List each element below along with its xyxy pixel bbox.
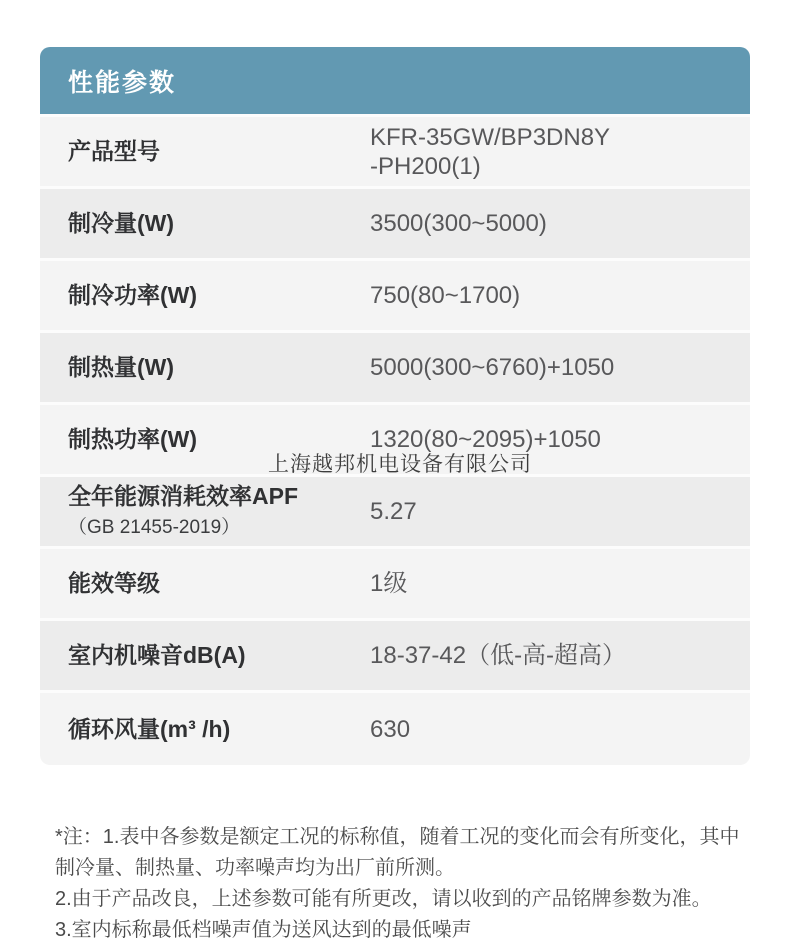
table-row-energy-grade: [40, 549, 750, 621]
row-value: 1级: [370, 570, 408, 597]
row-value: 750(80~1700): [370, 282, 521, 309]
table-row-indoor-noise: [40, 621, 750, 693]
table-header: [40, 47, 750, 117]
table-row-air-circulation: [40, 693, 750, 765]
table-row-product-model: [40, 117, 750, 189]
row-label: [40, 483, 370, 541]
row-value: 5.27: [370, 498, 417, 525]
footnotes: [55, 822, 755, 946]
row-value: 1320(80~2095)+1050: [370, 426, 601, 453]
row-label: 室内机噪音dB(A): [68, 642, 246, 668]
row-value: 3500(300~5000): [370, 210, 547, 237]
row-value: 5000(300~6760)+1050: [370, 354, 615, 381]
row-label: 制冷量(W): [68, 210, 175, 236]
note-line-2: 2.由于产品改良，上述参数可能有所更改，请以收到的产品铭牌参数为准。: [55, 888, 712, 910]
table-rows: [40, 117, 750, 765]
row-value: [370, 123, 620, 181]
spec-table-card: [40, 47, 750, 765]
row-label: 制热量(W): [68, 354, 175, 380]
row-value-line2: -PH200(1): [370, 152, 481, 180]
row-label: 制热功率(W): [68, 426, 198, 452]
table-row-heating-capacity: [40, 333, 750, 405]
row-label: 产品型号: [68, 138, 160, 164]
note-line-1: *注：1.表中各参数是额定工况的标称值，随着工况的变化而会有所变化，其中制冷量、制热量、功率噪声均为出厂前所测。: [55, 826, 740, 879]
table-title: 性能参数: [68, 68, 177, 97]
table-row-cooling-power: [40, 261, 750, 333]
row-label: 能效等级: [68, 570, 160, 596]
row-value-line1: KFR-35GW/BP3DN8Y: [370, 123, 611, 151]
row-label: 制冷功率(W): [68, 282, 198, 308]
row-label-main: 全年能源消耗效率APF: [68, 482, 298, 509]
row-label-sub: （GB 21455-2019）: [68, 516, 241, 538]
table-row-apf: [40, 477, 750, 549]
note-line-3: 3.室内标称最低档噪声值为送风达到的最低噪声: [55, 919, 472, 941]
row-value: 18-37-42（低-高-超高）: [370, 642, 627, 669]
row-value: 630: [370, 715, 411, 743]
watermark-text: 上海越邦机电设备有限公司: [268, 452, 532, 476]
table-row-cooling-capacity: [40, 189, 750, 261]
row-label: 循环风量(m³ /h): [68, 715, 231, 742]
